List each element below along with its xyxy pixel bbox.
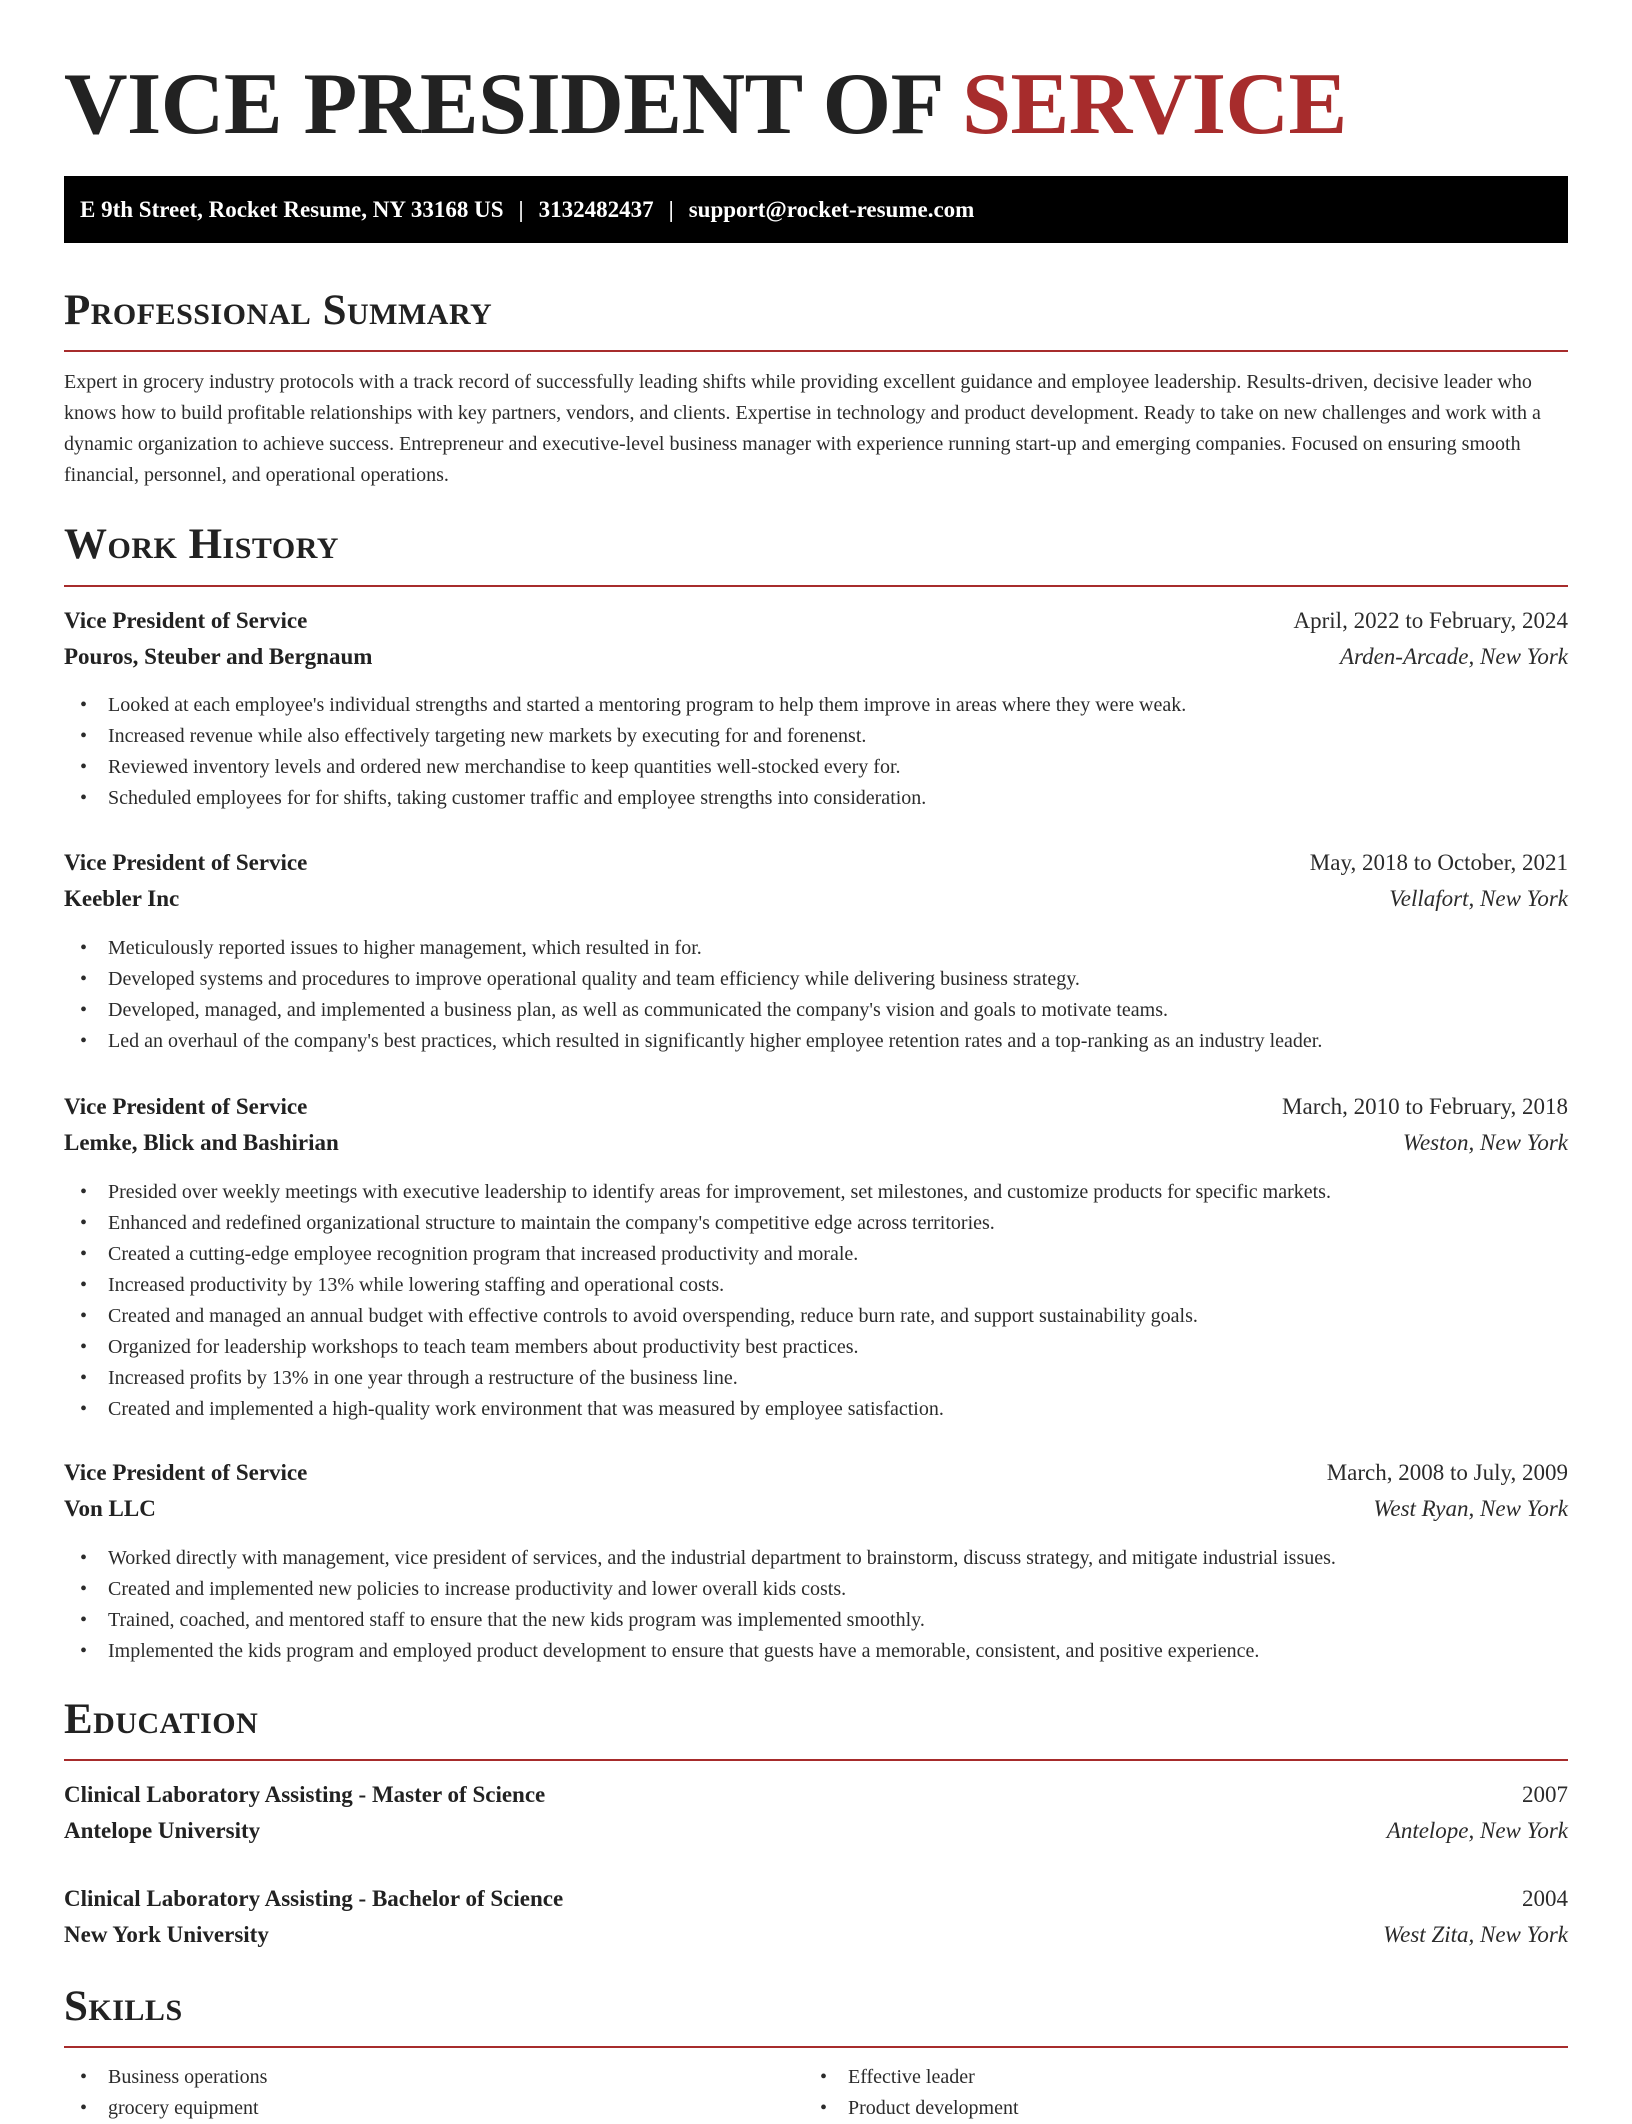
job-dates: March, 2010 to February, 2018 [1282,1094,1568,1119]
list-item: • Increased profits by 13% in one year through a restructure of the business line. [64,1363,1568,1394]
degree-name: Clinical Laboratory Assisting - Master of Science [64,1782,546,1807]
job-location: West Ryan, New York [1373,1496,1568,1521]
job-bullets [64,1543,1568,1667]
school-name: New York University [64,1922,269,1947]
skill-item: • grocery equipment [64,2093,804,2124]
summary-text: Expert in grocery industry protocols with a track record of successfully leading shifts while providing excellent guidance and employee leadership. Results-driven, decisive leader who knows how to build profitable relationships with key partners, vendors, and clients. Expertise in technology and product development. Ready to take on new challenges and work with a dynamic organization to achieve success. Entrepreneur and executive-level business manager with experience running start-up and emerging companies. Focused on ensuring smooth financial, personnel, and operational operations. [64,371,1541,486]
job-title-row [64,603,1568,639]
school-name: Antelope University [64,1818,261,1843]
job-title: Vice President of Service [64,850,308,875]
list-item: • Trained, coached, and mentored staff to ensure that the new kids program was implemented smoothly. [64,1605,1568,1636]
degree-year: 2004 [1522,1886,1568,1911]
job-title-row [64,1455,1568,1491]
contact-address: E 9th Street, Rocket Resume, NY 33168 US [80,196,504,222]
job-title: Vice President of Service [64,1094,308,1119]
list-item: • Created and implemented new policies to increase productivity and lower overall kids costs. [64,1574,1568,1605]
skills-list-left [64,2062,804,2124]
job-company-row [64,639,1568,675]
job-company: Lemke, Blick and Bashirian [64,1130,339,1155]
job-dates: May, 2018 to October, 2021 [1309,850,1568,875]
job-location: Weston, New York [1402,1130,1568,1155]
title-primary: VICE PRESIDENT OF [64,56,963,153]
contact-bar [64,176,1568,243]
degree-row [64,1777,1568,1813]
list-item: • Enhanced and redefined organizational structure to maintain the company's competitive edge across territories. [64,1208,1568,1239]
list-item: • Led an overhaul of the company's best practices, which resulted in significantly higher employee retention rates and a top-ranking as an industry leader. [64,1026,1568,1057]
section-divider [64,350,1568,352]
list-item: • Developed systems and procedures to improve operational quality and team efficiency while delivering business strategy. [64,964,1568,995]
list-item: • Increased revenue while also effectively targeting new markets by executing for and forenenst. [64,721,1568,752]
job-dates: April, 2022 to February, 2024 [1293,608,1568,633]
skills-list-right [804,2062,1568,2124]
school-location: Antelope, New York [1386,1818,1568,1843]
resume-title [64,50,1347,160]
job-location: Arden-Arcade, New York [1339,644,1568,669]
section-divider [64,1759,1568,1761]
list-item: • Created and managed an annual budget with effective controls to avoid overspending, reduce burn rate, and support sustainability goals. [64,1301,1568,1332]
job-title: Vice President of Service [64,1460,308,1485]
job-company-row [64,881,1568,917]
title-accent: SERVICE [962,56,1347,153]
contact-separator: | [518,196,524,222]
skills-heading: Skills [64,1983,183,2030]
contact-phone: 3132482437 [538,196,654,222]
degree-year: 2007 [1522,1782,1568,1807]
job-title: Vice President of Service [64,608,308,633]
list-item: • Reviewed inventory levels and ordered new merchandise to keep quantities well-stocked every for. [64,752,1568,783]
job-company: Keebler Inc [64,886,180,911]
job-company: Pouros, Steuber and Bergnaum [64,644,373,669]
job-title-row [64,1089,1568,1125]
work-history-heading: Work History [64,521,339,568]
degree-row [64,1881,1568,1917]
skill-item: • Product development [804,2093,1568,2124]
contact-email[interactable]: support@rocket-resume.com [688,196,975,222]
job-dates: March, 2008 to July, 2009 [1326,1460,1568,1485]
skill-item: • Business operations [64,2062,804,2093]
list-item: • Created a cutting-edge employee recognition program that increased productivity and morale. [64,1239,1568,1270]
degree-name: Clinical Laboratory Assisting - Bachelor of Science [64,1886,564,1911]
section-divider [64,585,1568,587]
job-bullets [64,1177,1568,1425]
school-location: West Zita, New York [1383,1922,1568,1947]
list-item: • Implemented the kids program and employed product development to ensure that guests have a memorable, consistent, and positive experience. [64,1636,1568,1667]
list-item: • Scheduled employees for for shifts, taking customer traffic and employee strengths into consideration. [64,783,1568,814]
education-heading: Education [64,1696,259,1743]
list-item: • Developed, managed, and implemented a business plan, as well as communicated the company's vision and goals to motivate teams. [64,995,1568,1026]
job-bullets [64,690,1568,814]
job-company: Von LLC [64,1496,156,1521]
list-item: • Created and implemented a high-quality work environment that was measured by employee satisfaction. [64,1394,1568,1425]
job-location: Vellafort, New York [1389,886,1568,911]
school-row [64,1917,1568,1953]
contact-separator: | [668,196,674,222]
job-bullets [64,933,1568,1057]
job-title-row [64,845,1568,881]
section-divider [64,2046,1568,2048]
list-item: • Worked directly with management, vice president of services, and the industrial department to brainstorm, discuss strategy, and mitigate industrial issues. [64,1543,1568,1574]
skill-item: • Effective leader [804,2062,1568,2093]
school-row [64,1813,1568,1849]
list-item: • Increased productivity by 13% while lowering staffing and operational costs. [64,1270,1568,1301]
list-item: • Organized for leadership workshops to teach team members about productivity best practices. [64,1332,1568,1363]
summary-heading: Professional Summary [64,287,493,334]
list-item: • Meticulously reported issues to higher management, which resulted in for. [64,933,1568,964]
list-item: • Looked at each employee's individual strengths and started a mentoring program to help them improve in areas where they were weak. [64,690,1568,721]
job-company-row [64,1491,1568,1527]
job-company-row [64,1125,1568,1161]
list-item: • Presided over weekly meetings with executive leadership to identify areas for improvement, set milestones, and customize products for specific markets. [64,1177,1568,1208]
